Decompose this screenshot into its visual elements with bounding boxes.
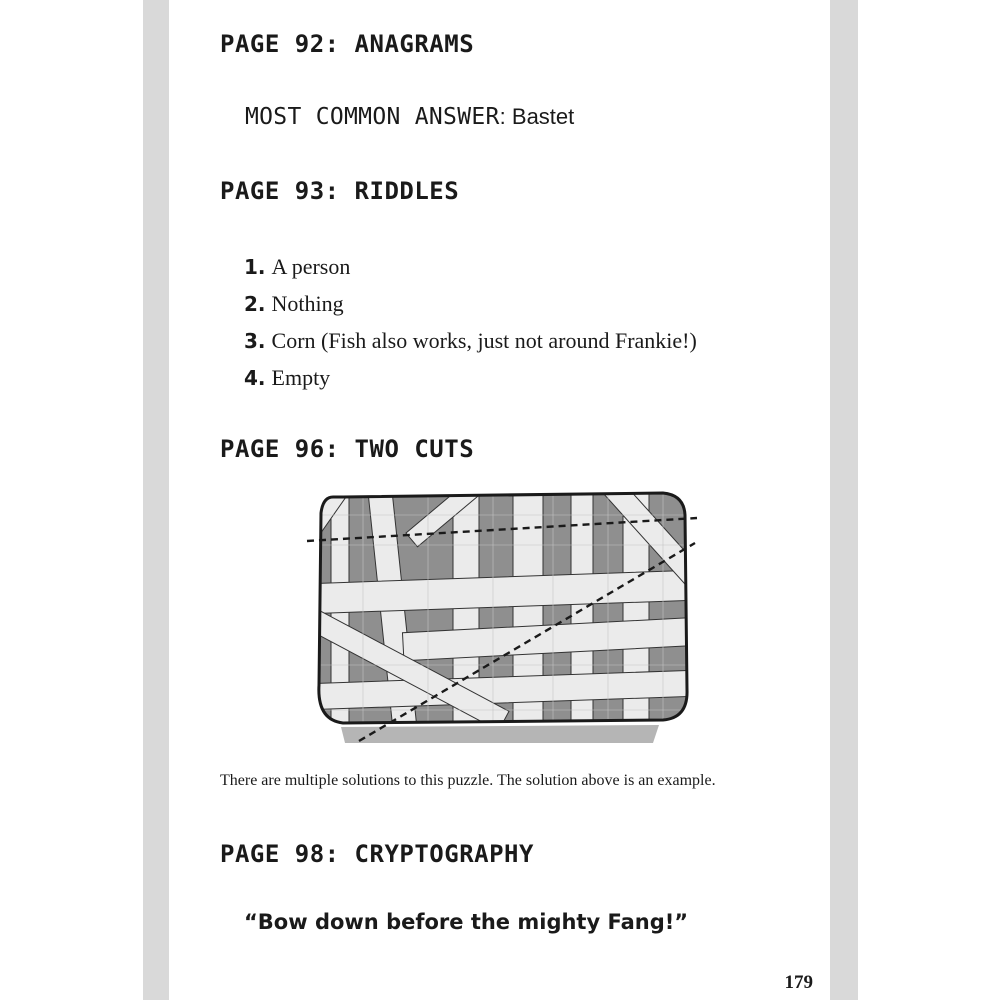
cushion-weave [303, 485, 699, 750]
list-item [244, 324, 697, 361]
heading-cryptography [220, 840, 534, 868]
heading-page-label: PAGE 96: [220, 435, 340, 463]
list-item-text: Empty [271, 365, 331, 390]
woven-cushion-illustration [303, 485, 699, 750]
heading-title: TWO CUTS [354, 435, 475, 463]
list-item-number: 2. [244, 292, 266, 316]
list-item-number: 4. [244, 366, 266, 390]
heading-page-label: PAGE 92: [220, 30, 340, 58]
heading-anagrams [220, 30, 474, 58]
heading-title: RIDDLES [354, 177, 460, 205]
list-item-text: Nothing [271, 291, 344, 316]
list-item-number: 1. [244, 255, 266, 279]
riddle-answer-list [244, 250, 697, 398]
page-number: 179 [784, 972, 813, 993]
answer-colon: : [499, 104, 512, 129]
answer-label: MOST COMMON ANSWER [245, 104, 500, 130]
heading-page-label: PAGE 93: [220, 177, 340, 205]
puzzle-note: There are multiple solutions to this puzzle. The solution above is an example. [220, 772, 716, 789]
heading-page-label: PAGE 98: [220, 840, 340, 868]
list-item [244, 287, 697, 324]
answer-value: Bastet [511, 104, 575, 129]
left-margin-bar [143, 0, 169, 1000]
heading-title: CRYPTOGRAPHY [354, 840, 534, 868]
cushion-shadow [341, 725, 659, 743]
heading-title: ANAGRAMS [354, 30, 475, 58]
heading-riddles [220, 177, 459, 205]
list-item-text: Corn (Fish also works, just not around Frankie!) [271, 328, 697, 353]
list-item [244, 361, 697, 398]
answer-page [169, 0, 830, 1000]
list-item-text: A person [271, 254, 351, 279]
right-margin-bar [830, 0, 858, 1000]
list-item-number: 3. [244, 329, 266, 353]
cryptography-answer: “Bow down before the mighty Fang!” [244, 910, 689, 934]
heading-two-cuts [220, 435, 474, 463]
list-item [244, 250, 697, 287]
anagram-answer [245, 104, 574, 130]
